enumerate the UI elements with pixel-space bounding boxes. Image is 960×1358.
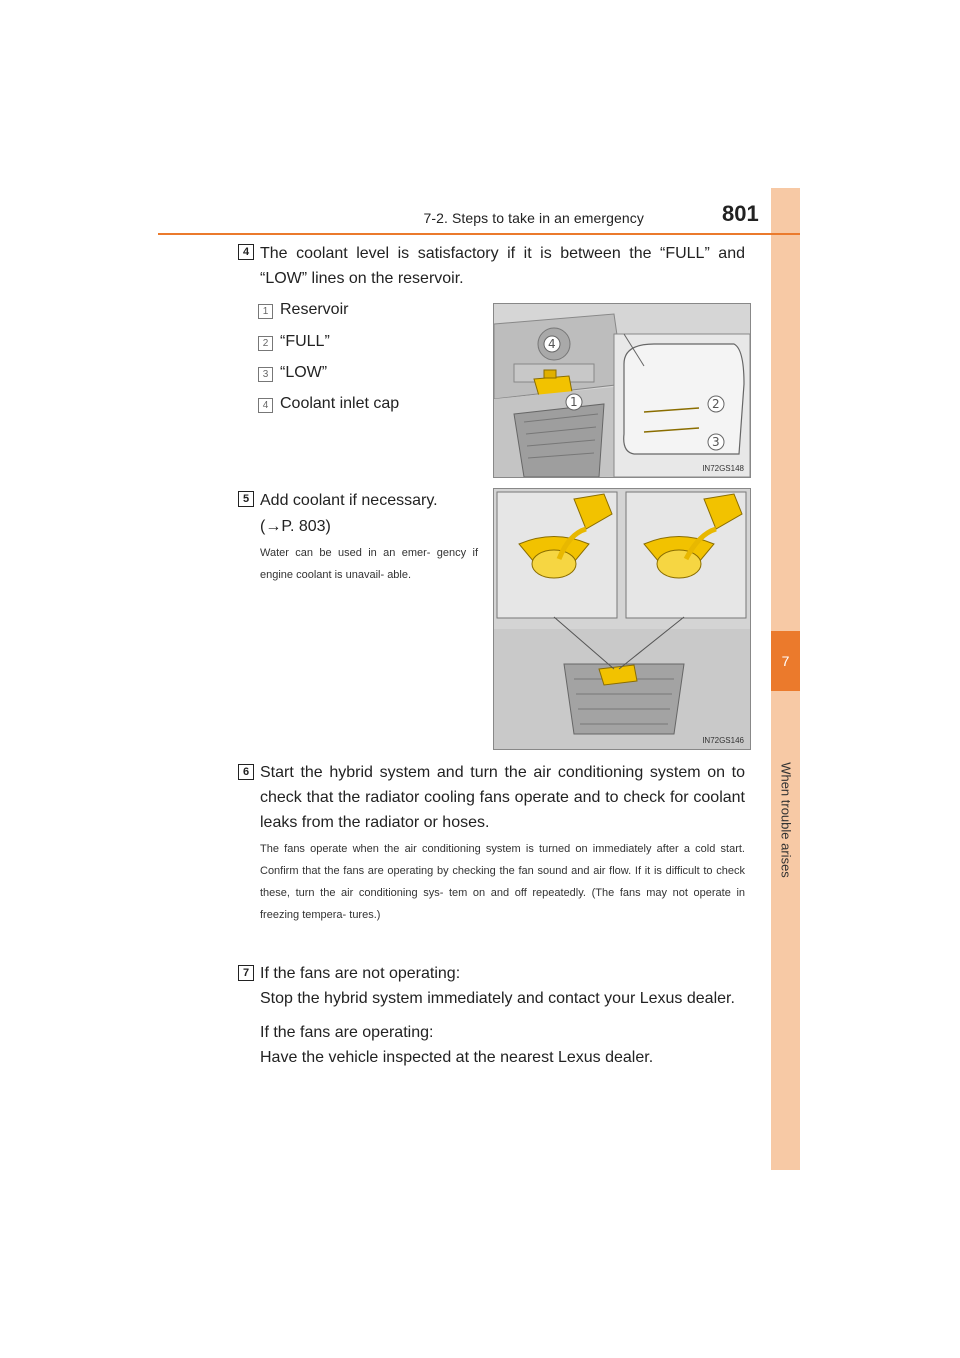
coolant-reservoir-illustration (494, 304, 750, 477)
chapter-number: 7 (771, 631, 800, 691)
step-5-reference: (→P. 803) (260, 518, 331, 535)
step-5-note: Water can be used in an emer- gency if engine coolant is unavail- able. (260, 547, 478, 581)
callout-4-label: Coolant inlet cap (280, 395, 400, 412)
figure-label-4: 4 (548, 337, 556, 351)
callout-1-badge: 1 (258, 304, 273, 319)
page-number: 801 (722, 201, 759, 226)
figure-code: IN72GS146 (702, 736, 744, 745)
callout-1-label: Reservoir (280, 301, 349, 318)
callout-2-label: “FULL” (280, 333, 330, 350)
step-6-text: Start the hybrid system and turn the air conditioning system on to check that the radiator cooling fans operate and to check for coolant leaks from the radiator or hoses. (260, 764, 745, 831)
step-6-note: The fans operate when the air conditioning system is turned on immediately after a cold start. Confirm that the fans are operating by checking the fan sound and air flow. If it is difficult to check these, turn the air conditioning sys- tem on and off repeatedly. (The fans may not operate in freezing tempera- tures.) (260, 843, 745, 921)
step-7-action-operating: Have the vehicle inspected at the nearest Lexus dealer. (260, 1049, 654, 1066)
callout-4-badge: 4 (258, 398, 273, 413)
figure-label-1: 1 (570, 395, 578, 409)
figure-label-2: 2 (712, 397, 720, 411)
header-divider (158, 233, 800, 235)
step-4-text: The coolant level is satisfactory if it is between the “FULL” and “LOW” lines on the reservoir. (260, 245, 745, 287)
callout-2-badge: 2 (258, 336, 273, 351)
callout-3-label: “LOW” (280, 364, 328, 381)
add-coolant-figure (493, 488, 751, 750)
step-5-badge: 5 (238, 491, 254, 507)
step-6-badge: 6 (238, 764, 254, 780)
figure-code: IN72GS148 (702, 464, 744, 473)
step-4-badge: 4 (238, 244, 254, 260)
step-7-badge: 7 (238, 965, 254, 981)
figure-label-3: 3 (712, 435, 720, 449)
step-5-text: Add coolant if necessary. (260, 492, 438, 509)
add-coolant-illustration (494, 489, 750, 749)
step-7-condition-not-operating: If the fans are not operating: (260, 965, 461, 982)
step-7-condition-operating: If the fans are operating: (260, 1024, 434, 1041)
chapter-title-text: When trouble arises (778, 762, 793, 878)
coolant-reservoir-figure (493, 303, 751, 478)
section-title: 7-2. Steps to take in an emergency (423, 210, 644, 226)
callout-3-badge: 3 (258, 367, 273, 382)
step-7-action-not-operating: Stop the hybrid system immediately and contact your Lexus dealer. (260, 990, 735, 1007)
chapter-title (771, 700, 800, 940)
